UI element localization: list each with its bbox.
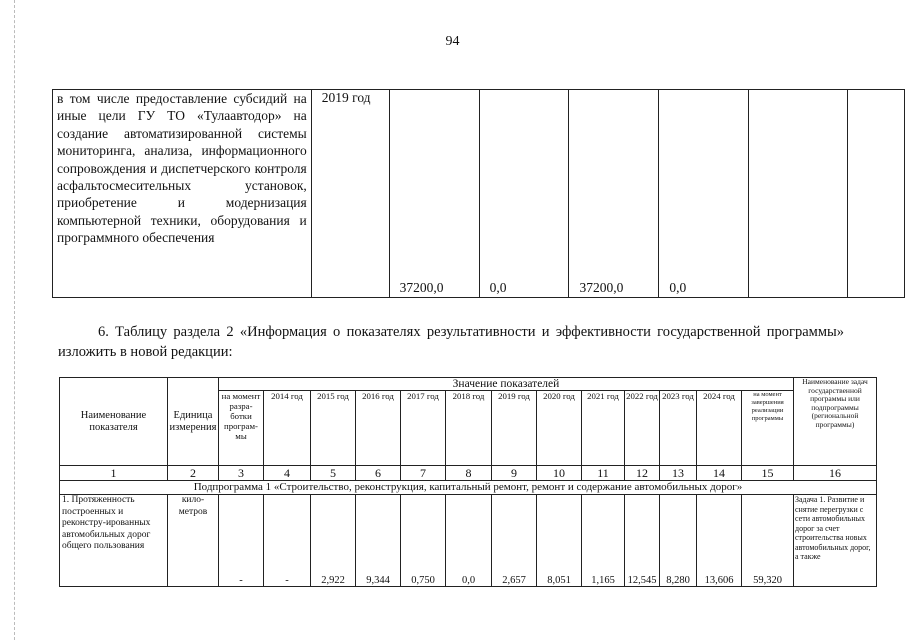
row-task: Задача 1. Развитие и снятие перегрузки с сети автомобильных дорог за счет строительства новых автомобильных дорог, а также [794, 495, 877, 587]
header-completion: на момент завершения реализации программы [742, 391, 794, 466]
row-value-2023: 8,280 [660, 495, 697, 587]
column-number: 11 [582, 466, 625, 481]
page-edge-line [14, 0, 15, 640]
row-value-2022: 12,545 [625, 495, 660, 587]
row-unit: кило-метров [168, 495, 219, 587]
header-unit: Единица измерения [168, 378, 219, 466]
header-2014: 2014 год [264, 391, 311, 466]
row-value-2018: 0,0 [446, 495, 492, 587]
subprogram-title: Подпрограмма 1 «Строительство, реконструкция, капитальный ремонт, ремонт и содержание автомобильных дорог» [60, 481, 877, 495]
header-dev: на момент разра-ботки програм-мы [219, 391, 264, 466]
indicators-table [59, 377, 877, 587]
funding-value-4: 0,0 [659, 90, 749, 298]
column-number: 1 [60, 466, 168, 481]
funding-value-1: 37200,0 [389, 90, 479, 298]
column-number: 4 [264, 466, 311, 481]
column-number: 13 [660, 466, 697, 481]
row-value-2020: 8,051 [537, 495, 582, 587]
column-number: 6 [356, 466, 401, 481]
row-value-2024: 13,606 [697, 495, 742, 587]
column-number: 10 [537, 466, 582, 481]
funding-table [52, 89, 905, 298]
table-row [60, 481, 877, 495]
row-value-2014: - [264, 495, 311, 587]
row-value-dev: - [219, 495, 264, 587]
row-value-2016: 9,344 [356, 495, 401, 587]
table-row [60, 466, 877, 481]
column-number: 15 [742, 466, 794, 481]
row-indicator-name: 1. Протяженность построенных и реконстру-ированных автомобильных дорог общего пользования [60, 495, 168, 587]
funding-description: в том числе предоставление субсидий на иные цели ГУ ТО «Тулаавтодор» на создание автоматизированной системы мониторинга, анализа, информационного сопровождения и диспетчерского контроля асфальтосмесительных установок, приобретение и модернизация компьютерной техники, оборудования и программного обеспечения [53, 90, 312, 298]
funding-value-5 [749, 90, 848, 298]
column-number: 2 [168, 466, 219, 481]
column-number: 3 [219, 466, 264, 481]
column-number: 9 [492, 466, 537, 481]
header-2020: 2020 год [537, 391, 582, 466]
funding-value-3: 37200,0 [569, 90, 659, 298]
header-2017: 2017 год [401, 391, 446, 466]
row-value-completion: 59,320 [742, 495, 794, 587]
row-value-2017: 0,750 [401, 495, 446, 587]
header-name: Наименование показателя [60, 378, 168, 466]
header-2016: 2016 год [356, 391, 401, 466]
column-number: 16 [794, 466, 877, 481]
funding-year: 2019 год [311, 90, 389, 298]
header-2022: 2022 год [625, 391, 660, 466]
header-2019: 2019 год [492, 391, 537, 466]
funding-value-2: 0,0 [479, 90, 569, 298]
header-2024: 2024 год [697, 391, 742, 466]
table-row [60, 495, 877, 587]
row-value-2015: 2,922 [311, 495, 356, 587]
header-values-group: Значение показателей [219, 378, 794, 391]
column-number: 5 [311, 466, 356, 481]
column-number: 8 [446, 466, 492, 481]
row-value-2019: 2,657 [492, 495, 537, 587]
page-number: 94 [445, 34, 460, 49]
column-number: 7 [401, 466, 446, 481]
table-row [60, 378, 877, 391]
row-value-2021: 1,165 [582, 495, 625, 587]
header-task: Наименование задач государственной программы или подпрограммы (региональной программы) [794, 378, 877, 466]
header-2018: 2018 год [446, 391, 492, 466]
instruction-paragraph: 6. Таблицу раздела 2 «Информация о показателях результативности и эффективности государственной программы» изложить в новой редакции: [58, 324, 844, 360]
table-row [53, 90, 905, 298]
funding-value-6 [848, 90, 905, 298]
header-2015: 2015 год [311, 391, 356, 466]
column-number: 14 [697, 466, 742, 481]
column-number: 12 [625, 466, 660, 481]
header-2021: 2021 год [582, 391, 625, 466]
header-2023: 2023 год [660, 391, 697, 466]
